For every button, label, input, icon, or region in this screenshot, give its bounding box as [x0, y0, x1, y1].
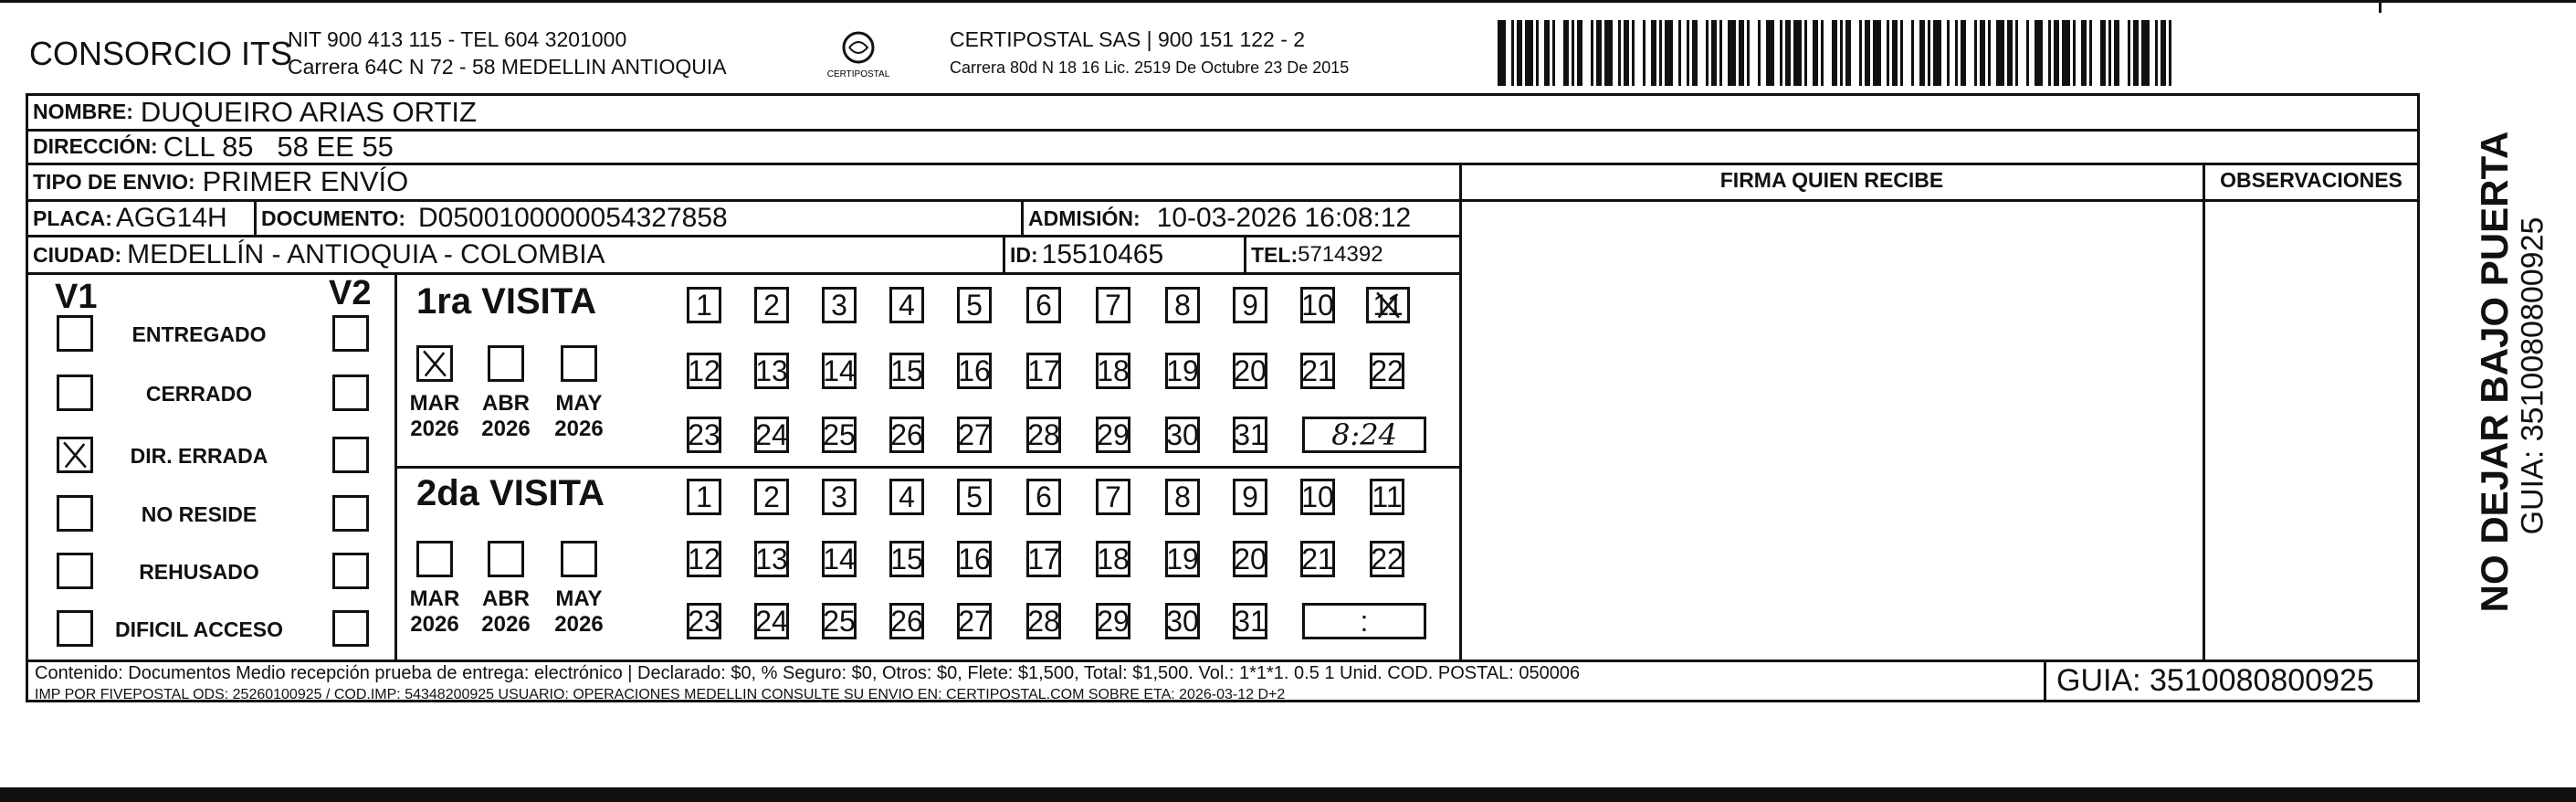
no-dejar-warning: NO DEJAR BAJO PUERTA: [2473, 131, 2516, 613]
status-label: DIFICIL ACCESO: [114, 617, 283, 641]
barcode-bar: [1793, 20, 1802, 86]
day-box[interactable]: 26: [890, 418, 923, 451]
barcode-bar: [1974, 20, 1977, 86]
v1-checkbox[interactable]: [57, 375, 93, 411]
placa-label: PLACA:: [33, 206, 112, 230]
barcode-bar: [1719, 20, 1722, 86]
admision-divider: [1021, 199, 1024, 236]
direccion-label: DIRECCIÓN:: [33, 134, 158, 158]
barcode-bar: [2161, 20, 2166, 86]
day-box[interactable]: 24: [755, 605, 788, 638]
barcode-bar: [1643, 20, 1645, 86]
day-box[interactable]: 1: [687, 479, 721, 515]
day-box[interactable]: 18: [1097, 543, 1130, 575]
firma-left-divider: [1459, 163, 1462, 661]
barcode-bar: [2100, 20, 2106, 86]
day-box[interactable]: 5: [957, 287, 992, 323]
barcode-bar: [1996, 20, 2004, 86]
barcode-bar: [2062, 20, 2070, 86]
v1-checkbox[interactable]: [57, 610, 93, 647]
carrier-name: CERTIPOSTAL SAS | 900 151 122 - 2: [950, 27, 1306, 51]
barcode-bar: [1933, 20, 1941, 86]
barcode-bar: [2108, 20, 2111, 86]
visit-divider: [394, 466, 1461, 469]
day-box[interactable]: 19: [1166, 354, 1199, 387]
month-name: MAR: [409, 391, 460, 416]
form-left: [26, 93, 28, 702]
day-box[interactable]: 7: [1096, 479, 1130, 515]
placa-divider: [254, 199, 257, 236]
day-box[interactable]: 1: [687, 287, 721, 323]
day-box[interactable]: 12: [688, 354, 720, 387]
tel-label: TEL:: [1251, 242, 1299, 267]
day-box[interactable]: 25: [823, 418, 856, 451]
month-checkbox[interactable]: [488, 345, 524, 382]
month-year: 2026: [554, 417, 604, 441]
documento-label: DOCUMENTO:: [261, 206, 406, 230]
month-name: MAY: [555, 586, 603, 611]
day-box[interactable]: 14: [823, 354, 856, 387]
direccion-value: CLL 85 58 EE 55: [163, 130, 394, 163]
status-label: NO RESIDE: [141, 502, 258, 526]
second-visit-title: 2da VISITA: [416, 473, 605, 513]
day-box[interactable]: 17: [1027, 354, 1060, 387]
barcode-bar: [1900, 20, 1903, 86]
day-box[interactable]: 16: [958, 543, 991, 575]
day-box[interactable]: 30: [1166, 418, 1199, 451]
barcode-bar: [2081, 20, 2087, 86]
barcode-bar: [1785, 20, 1791, 86]
barcode-bar: [2169, 20, 2171, 86]
observaciones-label: OBSERVACIONES: [2220, 168, 2403, 192]
day-box[interactable]: 7: [1096, 287, 1130, 323]
month-checkbox[interactable]: [488, 541, 524, 577]
day-box[interactable]: 20: [1234, 354, 1267, 387]
admision-value: 10-03-2026 16:08:12: [1156, 203, 1412, 233]
ciudad-value: MEDELLÍN - ANTIOQUIA - COLOMBIA: [127, 239, 605, 269]
barcode-bar: [1947, 20, 1950, 86]
month-name: ABR: [482, 391, 530, 416]
documento-cell: [261, 201, 728, 236]
day-box[interactable]: 28: [1027, 605, 1060, 638]
status-label: DIR. ERRADA: [130, 444, 268, 468]
company-nit: NIT 900 413 115 - TEL 604 3201000: [288, 27, 627, 51]
month-checkbox[interactable]: [561, 541, 597, 577]
barcode-bar: [1511, 20, 1514, 86]
row-line-footer: [26, 660, 2420, 662]
v1-label: V1: [55, 278, 98, 316]
time-box[interactable]: :: [1302, 603, 1426, 639]
right-top-tick: [2379, 0, 2381, 13]
day-box[interactable]: 20: [1234, 543, 1267, 575]
day-box[interactable]: 9: [1233, 287, 1267, 323]
barcode-bar: [1911, 20, 1914, 86]
barcode-bar: [1728, 20, 1736, 86]
barcode-bar: [1651, 20, 1656, 86]
barcode-bar: [1678, 20, 1681, 86]
barcode-bar: [1577, 20, 1582, 86]
day-box[interactable]: 30: [1166, 605, 1199, 638]
month-label: [473, 586, 539, 638]
v2-checkbox[interactable]: [332, 437, 369, 473]
barcode-bar: [1563, 20, 1569, 86]
day-box[interactable]: 23: [688, 418, 720, 451]
barcode-bar: [1604, 20, 1613, 86]
documento-value: D0500100000054327858: [418, 203, 728, 233]
barcode-bar: [1859, 20, 1862, 86]
barcode-bar: [1988, 20, 1991, 86]
nombre-label: NOMBRE:: [33, 100, 133, 123]
day-box[interactable]: 18: [1097, 354, 1130, 387]
barcode-bar: [1804, 20, 1807, 86]
day-box[interactable]: 15: [890, 354, 923, 387]
day-box[interactable]: 11: [1370, 479, 1404, 515]
barcode-bar: [2133, 20, 2139, 86]
day-box[interactable]: 10: [1301, 289, 1334, 322]
day-box[interactable]: 26: [890, 605, 923, 638]
contenido-text: Contenido: Documentos Medio recepción prueba de entrega: electrónico | Declarado: $0, % Seguro: $0, Otros: $0, Flete: $1,500, Total: $1,500. Vol.: 1*1*1. 0.5 1 Unid. COD. POSTAL: 050006: [35, 663, 1581, 683]
top-border: [0, 0, 2576, 3]
day-box[interactable]: 4: [889, 479, 924, 515]
barcode-bar: [1780, 20, 1782, 86]
tipo-row: [33, 164, 408, 199]
barcode-bar: [1840, 20, 1843, 86]
direccion-row: [33, 131, 394, 163]
admision-cell: [1028, 201, 1411, 236]
barcode-bar: [1692, 20, 1698, 86]
day-box[interactable]: 22: [1371, 354, 1404, 387]
certipostal-logo: [826, 27, 890, 82]
day-box[interactable]: 14: [823, 543, 856, 575]
day-box[interactable]: 25: [823, 605, 856, 638]
barcode-bar: [1632, 20, 1635, 86]
day-box[interactable]: 13: [755, 543, 788, 575]
month-name: ABR: [482, 586, 530, 611]
barcode-bar: [1892, 20, 1898, 86]
month-label: [402, 586, 468, 638]
day-box[interactable]: 16: [958, 354, 991, 387]
barcode-bar: [1659, 20, 1662, 86]
barcode-bar: [1591, 20, 1593, 86]
barcode-bar: [2026, 20, 2029, 86]
barcode-bar: [1536, 20, 1539, 86]
tel-cell: [1251, 237, 1383, 272]
day-box[interactable]: 31: [1234, 418, 1267, 451]
v2-checkbox[interactable]: [332, 375, 369, 411]
row-line-5: [26, 272, 1462, 275]
barcode-bar: [1596, 20, 1602, 86]
ciudad-label: CIUDAD:: [33, 242, 122, 267]
barcode-bar: [1758, 20, 1761, 86]
company-address: Carrera 64C N 72 - 58 MEDELLIN ANTIOQUIA: [288, 55, 727, 79]
tipo-value: PRIMER ENVÍO: [202, 165, 409, 197]
id-label: ID:: [1010, 242, 1038, 267]
admision-label: ADMISIÓN:: [1028, 206, 1141, 230]
barcode-bar: [1813, 20, 1818, 86]
status-label: CERRADO: [145, 382, 253, 406]
month-year: 2026: [410, 417, 459, 441]
day-box[interactable]: 17: [1027, 543, 1060, 575]
v2-checkbox[interactable]: [332, 495, 369, 532]
day-box[interactable]: 29: [1097, 605, 1130, 638]
v1-checkbox[interactable]: [57, 553, 93, 589]
tel-value: 5714392: [1298, 242, 1383, 267]
v2-checkbox[interactable]: [332, 610, 369, 647]
month-name: MAY: [555, 391, 603, 416]
status-label: REHUSADO: [139, 560, 259, 584]
tipo-label: TIPO DE ENVIO:: [33, 169, 195, 194]
month-year: 2026: [481, 417, 531, 441]
placa-value: AGG14H: [115, 203, 227, 233]
firma-label: FIRMA QUIEN RECIBE: [1719, 168, 1944, 192]
side-guia: GUIA: 3510080800925: [2515, 216, 2550, 535]
barcode-bar: [1955, 20, 1958, 86]
barcode-bar: [1618, 20, 1621, 86]
id-value: 15510465: [1041, 239, 1164, 269]
barcode-bar: [1865, 20, 1870, 86]
barcode-bar: [1498, 20, 1506, 86]
v2-label: V2: [329, 274, 372, 312]
day-box[interactable]: 8: [1165, 287, 1200, 323]
barcode-bar: [1525, 20, 1533, 86]
day-box[interactable]: 22: [1371, 543, 1404, 575]
month-checkbox[interactable]: [561, 345, 597, 382]
v1-checkbox[interactable]: [57, 495, 93, 532]
barcode-bar: [2089, 20, 2092, 86]
barcode-bar: [2155, 20, 2158, 86]
imp-text: IMP POR FIVEPOSTAL ODS: 25260100925 / COD.IMP: 54348200925 USUARIO: OPERACIONES MEDELLIN CONSULTE SU ENVIO EN: CERTIPOSTAL.COM SOBRE ETA: 2026-03-12 D+2: [35, 687, 1286, 702]
barcode-bar: [1739, 20, 1744, 86]
barcode-bar: [1928, 20, 1930, 86]
barcode-bar: [2015, 20, 2018, 86]
day-box[interactable]: 28: [1027, 418, 1060, 451]
barcode-bar: [2141, 20, 2150, 86]
barcode-bar: [2007, 20, 2013, 86]
day-box[interactable]: 4: [889, 287, 924, 323]
barcode-bar: [1665, 20, 1673, 86]
day-box[interactable]: 15: [890, 543, 923, 575]
status-label: ENTREGADO: [131, 322, 267, 346]
month-year: 2026: [554, 612, 604, 637]
barcode-bar: [1517, 20, 1522, 86]
day-box[interactable]: 3: [822, 479, 857, 515]
footer-guia: GUIA: 3510080800925: [2056, 663, 2374, 698]
barcode-bar: [1544, 20, 1550, 86]
nombre-value: DUQUEIRO ARIAS ORTIZ: [140, 95, 477, 128]
v1-checkbox[interactable]: [57, 315, 93, 352]
day-box[interactable]: 29: [1097, 418, 1130, 451]
barcode-bar: [1873, 20, 1881, 86]
barcode: [1498, 20, 2175, 86]
bottom-band: [0, 787, 2576, 802]
barcode-bar: [1624, 20, 1629, 86]
day-box[interactable]: 24: [755, 418, 788, 451]
month-year: 2026: [410, 612, 459, 637]
day-box[interactable]: 5: [957, 479, 992, 515]
first-visit-title: 1ra VISITA: [416, 281, 597, 322]
v2-checkbox[interactable]: [332, 315, 369, 352]
day-box[interactable]: 10: [1301, 480, 1334, 513]
day-box[interactable]: 19: [1166, 543, 1199, 575]
footer-guia-divider: [2044, 660, 2046, 702]
side-text-block: [2420, 93, 2575, 660]
barcode-bar: [1747, 20, 1750, 86]
month-label: [473, 391, 539, 442]
barcode-bar: [1961, 20, 1966, 86]
barcode-bar: [1711, 20, 1717, 86]
day-box[interactable]: [1366, 287, 1410, 323]
barcode-bar: [1552, 20, 1555, 86]
tel-divider: [1244, 236, 1246, 272]
barcode-bar: [2114, 20, 2119, 86]
barcode-bar: [1766, 20, 1774, 86]
day-box[interactable]: 3: [822, 287, 857, 323]
day-number: 11: [1372, 289, 1404, 322]
month-checkbox[interactable]: [416, 541, 453, 577]
barcode-bar: [1832, 20, 1837, 86]
day-box[interactable]: 12: [688, 543, 720, 575]
day-box[interactable]: 8: [1165, 479, 1200, 515]
barcode-bar: [1572, 20, 1574, 86]
day-box[interactable]: 27: [958, 605, 991, 638]
day-box[interactable]: 27: [958, 418, 991, 451]
carrier-address: Carrera 80d N 18 16 Lic. 2519 De Octubre 23 De 2015: [950, 58, 1350, 77]
barcode-bar: [2128, 20, 2130, 86]
barcode-bar: [1887, 20, 1889, 86]
day-box[interactable]: 2: [754, 479, 789, 515]
day-box[interactable]: 21: [1301, 354, 1334, 387]
time-box[interactable]: 8:24: [1302, 417, 1426, 453]
v2-checkbox[interactable]: [332, 553, 369, 589]
day-box[interactable]: 2: [754, 287, 789, 323]
barcode-bar: [1821, 20, 1824, 86]
barcode-bar: [1687, 20, 1689, 86]
day-box[interactable]: 13: [755, 354, 788, 387]
barcode-bar: [2073, 20, 2076, 86]
day-box[interactable]: 9: [1233, 479, 1267, 515]
barcode-bar: [1706, 20, 1709, 86]
day-box[interactable]: 6: [1026, 479, 1061, 515]
ciudad-cell: [33, 237, 605, 272]
month-name: MAR: [409, 586, 460, 611]
barcode-bar: [2035, 20, 2043, 86]
day-box[interactable]: 23: [688, 605, 720, 638]
day-box[interactable]: 31: [1234, 605, 1267, 638]
month-label: [546, 586, 612, 638]
company-name: CONSORCIO ITS: [29, 35, 293, 72]
barcode-bar: [1980, 20, 1985, 86]
month-year: 2026: [481, 612, 531, 637]
day-box[interactable]: 6: [1026, 287, 1061, 323]
id-divider: [1003, 236, 1005, 272]
v1-checkbox[interactable]: [57, 437, 93, 473]
barcode-bar: [1919, 20, 1925, 86]
barcode-bar: [2048, 20, 2051, 86]
month-checkbox[interactable]: [416, 345, 453, 382]
id-cell: [1010, 237, 1163, 272]
placa-cell: [33, 201, 227, 236]
obs-left-divider: [2203, 163, 2205, 661]
nombre-row: [33, 95, 477, 129]
day-box[interactable]: 21: [1301, 543, 1334, 575]
barcode-bar: [2054, 20, 2059, 86]
barcode-bar: [1845, 20, 1851, 86]
svg-text:CERTIPOSTAL: CERTIPOSTAL: [826, 69, 890, 79]
month-label: [402, 391, 468, 442]
month-label: [546, 391, 612, 442]
